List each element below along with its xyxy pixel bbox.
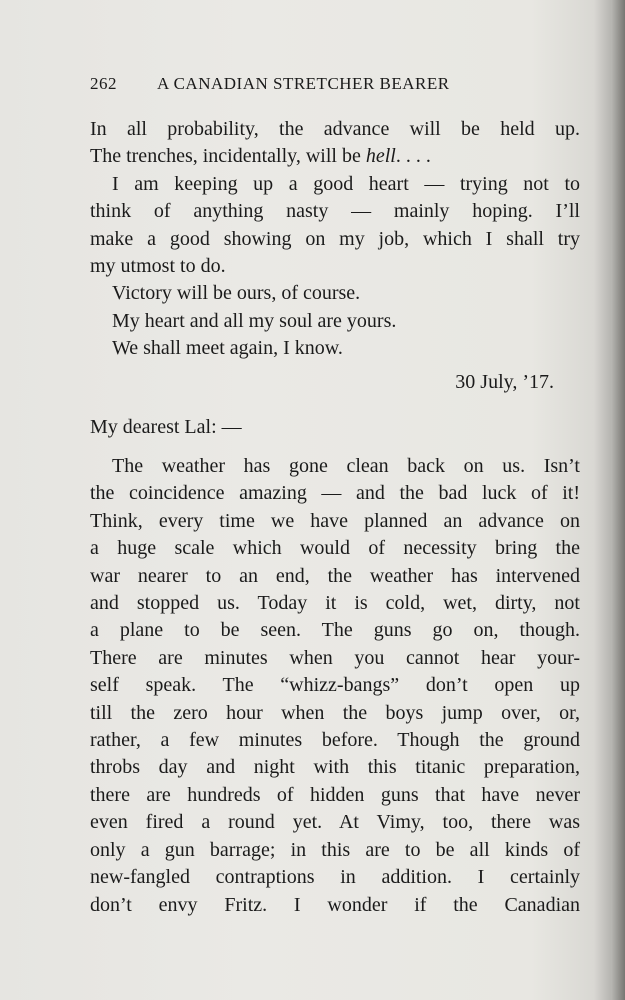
letter-body-text xyxy=(90,453,580,919)
text-line: till the zero hour when the boys jump over, or, xyxy=(90,701,580,724)
text-line: make a good showing on my job, which I shall try xyxy=(90,227,580,250)
text-line-segment: . . . . xyxy=(395,145,431,168)
text-line: Victory will be ours, of course. xyxy=(112,282,361,305)
page-edge-shadow xyxy=(611,0,625,1000)
text-line: the coincidence amazing — and the bad luck of it! xyxy=(90,482,580,505)
text-line: even fired a round yet. At Vimy, too, there was xyxy=(90,811,580,834)
text-line: We shall meet again, I know. xyxy=(112,337,343,360)
text-line: Think, every time we have planned an advance on xyxy=(90,509,580,532)
text-line xyxy=(90,143,580,170)
page-number: 262 xyxy=(90,74,117,93)
emphasis-word: hell xyxy=(365,145,396,168)
text-line: a huge scale which would of necessity bring the xyxy=(90,537,580,560)
text-line: and stopped us. Today it is cold, wet, dirty, not xyxy=(90,592,580,615)
text-line: There are minutes when you cannot hear your- xyxy=(90,646,580,669)
letter-date: 30 July, ’17. xyxy=(455,371,554,393)
text-line: self speak. The “whizz-bangs” don’t open up xyxy=(90,674,580,697)
text-line-segment: The trenches, incidentally, will be xyxy=(90,145,366,168)
running-title: A CANADIAN STRETCHER BEARER xyxy=(157,74,450,93)
running-header xyxy=(90,74,530,98)
text-line: I am keeping up a good heart — trying not to xyxy=(112,172,580,195)
text-line: My heart and all my soul are yours. xyxy=(112,309,397,332)
salutation: My dearest Lal: — xyxy=(90,416,242,438)
text-line: new-fangled contraptions in addition. I certainly xyxy=(90,866,580,889)
text-line: there are hundreds of hidden guns that have never xyxy=(90,783,580,806)
text-line: The weather has gone clean back on us. Isn’t xyxy=(112,455,580,477)
text-line: think of anything nasty — mainly hoping. I’ll xyxy=(90,200,580,223)
text-line: war nearer to an end, the weather has intervened xyxy=(90,564,580,587)
text-line: only a gun barrage; in this are to be all kinds of xyxy=(90,838,580,861)
text-line: my utmost to do. xyxy=(90,255,226,278)
text-line: In all probability, the advance will be held up. xyxy=(90,118,580,140)
text-line: don’t envy Fritz. I wonder if the Canadian xyxy=(90,893,580,916)
letter-closing-text xyxy=(90,116,580,363)
text-line: rather, a few minutes before. Though the ground xyxy=(90,729,580,752)
text-line: a plane to be seen. The guns go on, though. xyxy=(90,619,580,642)
text-line: throbs day and night with this titanic preparation, xyxy=(90,756,580,779)
